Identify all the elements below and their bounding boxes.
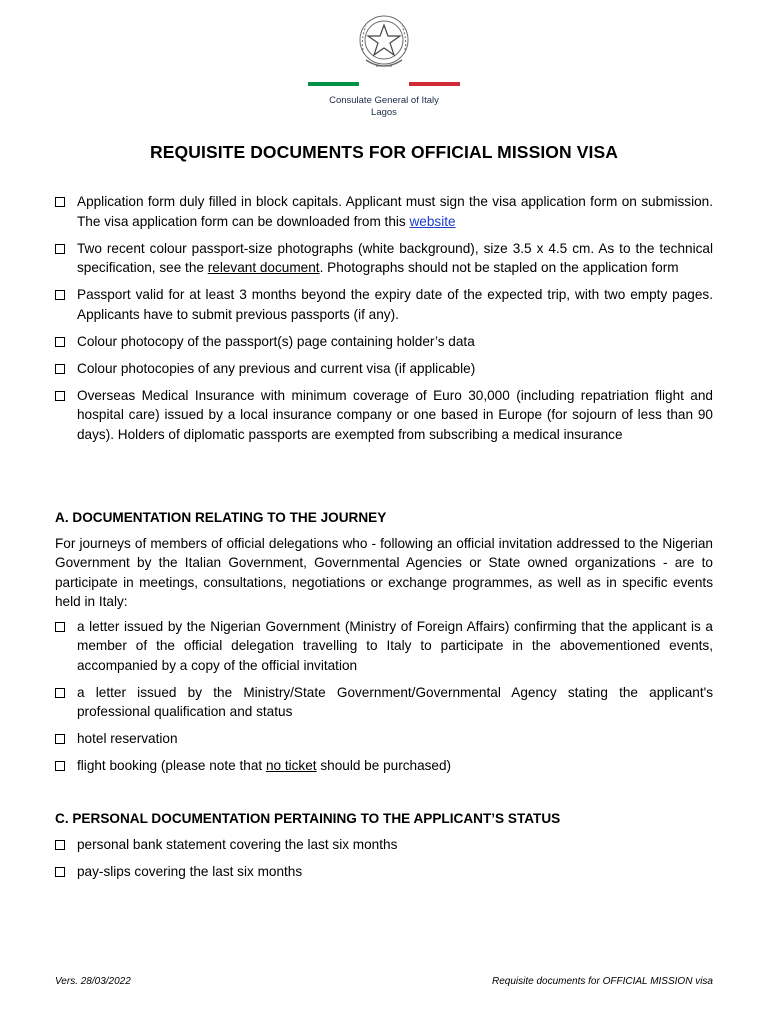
list-item bbox=[55, 192, 713, 231]
item-text: Two recent colour passport-size photographs (white background), size 3.5 x 4.5 cm. As to the technical specification, see the bbox=[77, 240, 713, 275]
italian-emblem-icon bbox=[354, 10, 414, 74]
list-item bbox=[55, 617, 713, 676]
item-text: flight booking (please note that bbox=[77, 758, 266, 773]
list-item bbox=[55, 862, 713, 882]
no-ticket-emphasis: no ticket bbox=[265, 758, 317, 773]
list-item bbox=[55, 683, 713, 722]
item-text: a letter issued by the Ministry/State Government/Governmental Agency stating the applicant's professional qualification and status bbox=[77, 684, 713, 719]
checkbox-icon bbox=[55, 761, 65, 771]
section-c-heading: C. PERSONAL DOCUMENTATION PERTAINING TO THE APPLICANT’S STATUS bbox=[55, 811, 561, 826]
checkbox-icon bbox=[55, 688, 65, 698]
checkbox-icon bbox=[55, 622, 65, 632]
flag-white-band bbox=[359, 82, 410, 86]
checkbox-icon bbox=[55, 197, 65, 207]
item-text: should be purchased) bbox=[316, 758, 452, 773]
item-text: Colour photocopy of the passport(s) page containing holder’s data bbox=[77, 333, 475, 349]
list-item bbox=[55, 386, 713, 445]
footer-version: Vers. 28/03/2022 bbox=[55, 976, 131, 987]
document-title: REQUISITE DOCUMENTS FOR OFFICIAL MISSION VISA bbox=[150, 142, 618, 162]
relevant-document-link[interactable]: relevant document bbox=[207, 260, 320, 275]
item-text: Colour photocopies of any previous and current visa (if applicable) bbox=[77, 360, 476, 376]
section-a-heading: A. DOCUMENTATION RELATING TO THE JOURNEY bbox=[55, 510, 387, 525]
general-requirements-list bbox=[55, 192, 713, 452]
item-text: a letter issued by the Nigerian Government (Ministry of Foreign Affairs) confirming that the applicant is a member of the official delegation travelling to Italy to participate in the abovementioned events, accompanied by a copy of the official invitation bbox=[77, 618, 713, 673]
checkbox-icon bbox=[55, 840, 65, 850]
list-item bbox=[55, 239, 713, 278]
checkbox-icon bbox=[55, 734, 65, 744]
list-item bbox=[55, 729, 713, 749]
checkbox-icon bbox=[55, 337, 65, 347]
list-item bbox=[55, 332, 713, 352]
checkbox-icon bbox=[55, 867, 65, 877]
item-text: hotel reservation bbox=[77, 731, 178, 746]
list-item bbox=[55, 359, 713, 379]
item-text: . Photographs should not be stapled on the application form bbox=[319, 260, 679, 275]
section-c bbox=[55, 809, 713, 889]
checkbox-icon bbox=[55, 244, 65, 254]
footer-document-title: Requisite documents for OFFICIAL MISSION visa bbox=[491, 976, 713, 987]
item-text: pay-slips covering the last six months bbox=[77, 863, 303, 879]
checkbox-icon bbox=[55, 391, 65, 401]
item-text: Application form duly filled in block capitals. Applicant must sign the visa application form on submission. The visa application form can be downloaded from this bbox=[77, 194, 713, 229]
item-text: Overseas Medical Insurance with minimum coverage of Euro 30,000 (including repatriation flight and hospital care) issued by a local insurance company or one based in Europe (for sojourn of less than 90 days). Holders of diplomatic passports are exempted from subscribing a medical insurance bbox=[77, 387, 713, 442]
item-text: personal bank statement covering the last six months bbox=[77, 836, 398, 852]
consulate-name: Consulate General of Italy bbox=[329, 95, 439, 106]
checkbox-icon bbox=[55, 290, 65, 300]
italian-flag-bar bbox=[308, 82, 460, 86]
section-a bbox=[55, 508, 713, 783]
flag-green-band bbox=[308, 82, 359, 86]
list-item bbox=[55, 835, 713, 855]
item-text: Passport valid for at least 3 months beyond the expiry date of the expected trip, with two empty pages. Applicants have to submit previous passports (if any). bbox=[77, 287, 713, 322]
list-item bbox=[55, 756, 713, 776]
website-link[interactable]: website bbox=[409, 213, 456, 229]
checkbox-icon bbox=[55, 364, 65, 374]
section-a-intro: For journeys of members of official delegations who - following an official invitation addressed to the Nigerian Government by the Italian Government, Governmental Agencies or State owned organizations - are to participate in meetings, consultations, negotiations or exchange programmes, as well as in specific events held in Italy: bbox=[55, 535, 713, 609]
list-item bbox=[55, 285, 713, 324]
flag-red-band bbox=[409, 82, 460, 86]
consulate-city: Lagos bbox=[371, 107, 397, 118]
